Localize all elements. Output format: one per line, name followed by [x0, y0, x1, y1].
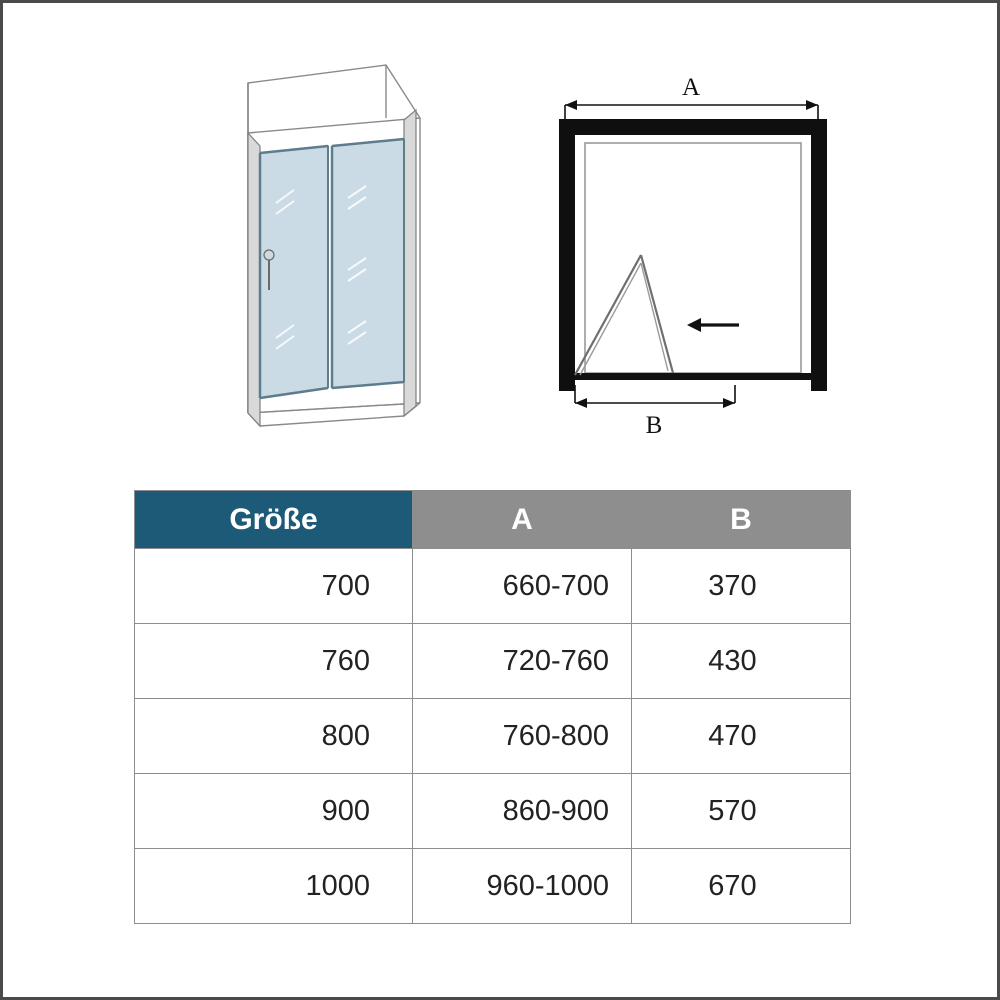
cell-a: 860-900 [413, 774, 632, 849]
cell-a: 720-760 [413, 624, 632, 699]
cell-size: 700 [135, 549, 413, 624]
table-header-row [135, 491, 851, 549]
cell-a: 960-1000 [413, 849, 632, 924]
diagram-area [3, 3, 997, 473]
cell-b: 370 [632, 549, 851, 624]
table-header-size: Größe [135, 491, 413, 549]
table-row [135, 849, 851, 924]
cell-b: 670 [632, 849, 851, 924]
table-header-a: A [413, 491, 632, 549]
cell-size: 1000 [135, 849, 413, 924]
shower-enclosure-top-view [523, 73, 863, 443]
cell-size: 900 [135, 774, 413, 849]
cell-b: 470 [632, 699, 851, 774]
dimension-label-a-top: A [681, 74, 701, 101]
dimension-label-b-bottom: B [645, 412, 663, 439]
direction-arrow-icon [687, 318, 739, 332]
cell-b: 430 [632, 624, 851, 699]
cell-size: 760 [135, 624, 413, 699]
cell-b: 570 [632, 774, 851, 849]
cell-size: 800 [135, 699, 413, 774]
table-row [135, 624, 851, 699]
table-row [135, 699, 851, 774]
cell-a: 760-800 [413, 699, 632, 774]
cell-a: 660-700 [413, 549, 632, 624]
table-row [135, 549, 851, 624]
table-header-b: B [632, 491, 851, 549]
table-row [135, 774, 851, 849]
size-table [134, 490, 851, 924]
shower-enclosure-perspective [208, 58, 448, 438]
